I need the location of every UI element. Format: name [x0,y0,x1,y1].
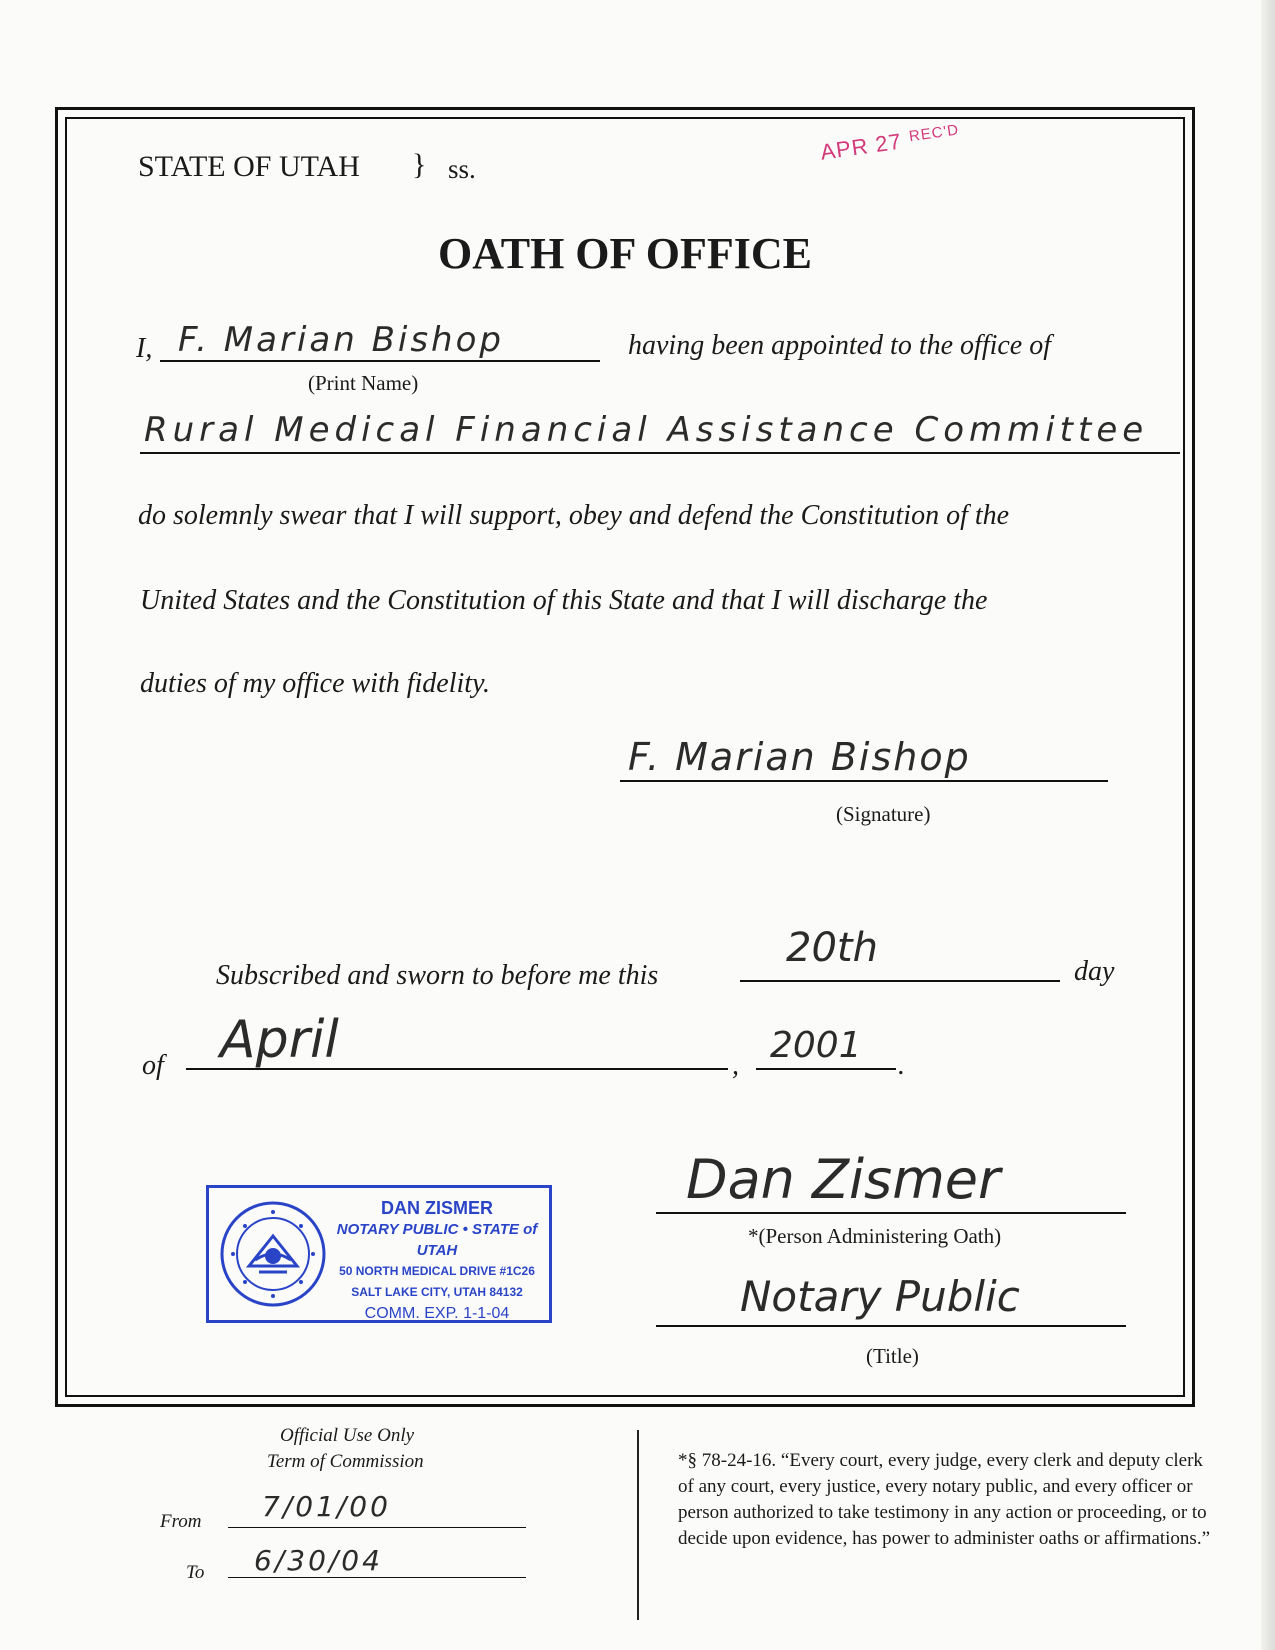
from-label: From [160,1511,202,1532]
oath-body-line-2: United States and the Constitution of this State and that I will discharge the [140,585,988,616]
to-line [228,1577,526,1578]
administrator-signature-line [656,1212,1126,1214]
ss-label: ss. [448,154,476,184]
signature-value: F. Marian Bishop [628,735,971,779]
received-stamp-label: REC'D [907,121,961,146]
day-label: day [1074,956,1115,987]
footer-divider [637,1430,639,1620]
print-name-line [160,360,600,362]
term-of-commission-heading: Term of Commission [267,1451,424,1472]
document-title: OATH OF OFFICE [438,229,812,278]
office-line [140,452,1180,454]
print-name-caption: (Print Name) [308,371,419,395]
received-stamp-date: APR 27 [818,128,904,165]
oath-body-line-3: duties of my office with fidelity. [140,668,490,699]
official-use-heading: Official Use Only [280,1425,415,1446]
oath-body-line-1: do solemnly swear that I will support, obey and defend the Constitution of the [138,500,1010,531]
notary-stamp-text [327,1198,547,1324]
signature-caption: (Signature) [836,802,931,826]
year-value: 2001 [770,1025,862,1066]
print-name-value: F. Marian Bishop [178,320,504,360]
month-value: April [220,1010,339,1070]
administrator-caption: *(Person Administering Oath) [748,1224,1002,1248]
sworn-text: Subscribed and sworn to before me this [216,960,659,991]
state-label: STATE OF UTAH [138,150,360,183]
notary-commission-expiry: COMM. EXP. 1-1-04 [364,1305,510,1322]
comma: , [732,1050,739,1081]
statute-footnote: *§ 78-24-16. “Every court, every judge, every clerk and deputy clerk of any court, every justice, every notary public, and every officer or person authorized to take testimony in any action or proceeding, or to decide upon evidence, has power to administer oaths or affirmations.” [678,1450,1211,1549]
office-value: Rural Medical Financial Assistance Committee [144,410,1149,450]
state-seal-icon [219,1200,327,1308]
day-value: 20th [786,925,878,971]
year-line [756,1068,896,1070]
title-line [656,1325,1126,1327]
from-value: 7/01/00 [262,1490,391,1523]
from-line [228,1527,526,1528]
period: . [898,1050,905,1081]
title-value: Notary Public [740,1272,1020,1321]
to-label: To [186,1562,205,1583]
title-caption: (Title) [866,1344,919,1368]
appointed-text: having been appointed to the office of [628,330,1052,361]
oath-prefix: I, [136,333,153,364]
page-edge [1261,0,1275,1650]
notary-address-2: SALT LAKE CITY, UTAH 84132 [351,1285,523,1299]
administrator-signature-value: Dan Zismer [686,1148,1001,1211]
day-line [740,980,1060,982]
to-value: 6/30/04 [254,1544,383,1577]
notary-stamp [206,1185,552,1323]
of-label: of [142,1050,164,1081]
brace: } [412,148,427,181]
notary-name: DAN ZISMER [381,1198,493,1218]
notary-title: NOTARY PUBLIC • STATE of UTAH [336,1221,538,1259]
signature-line [620,780,1108,782]
notary-address-1: 50 NORTH MEDICAL DRIVE #1C26 [339,1264,535,1278]
